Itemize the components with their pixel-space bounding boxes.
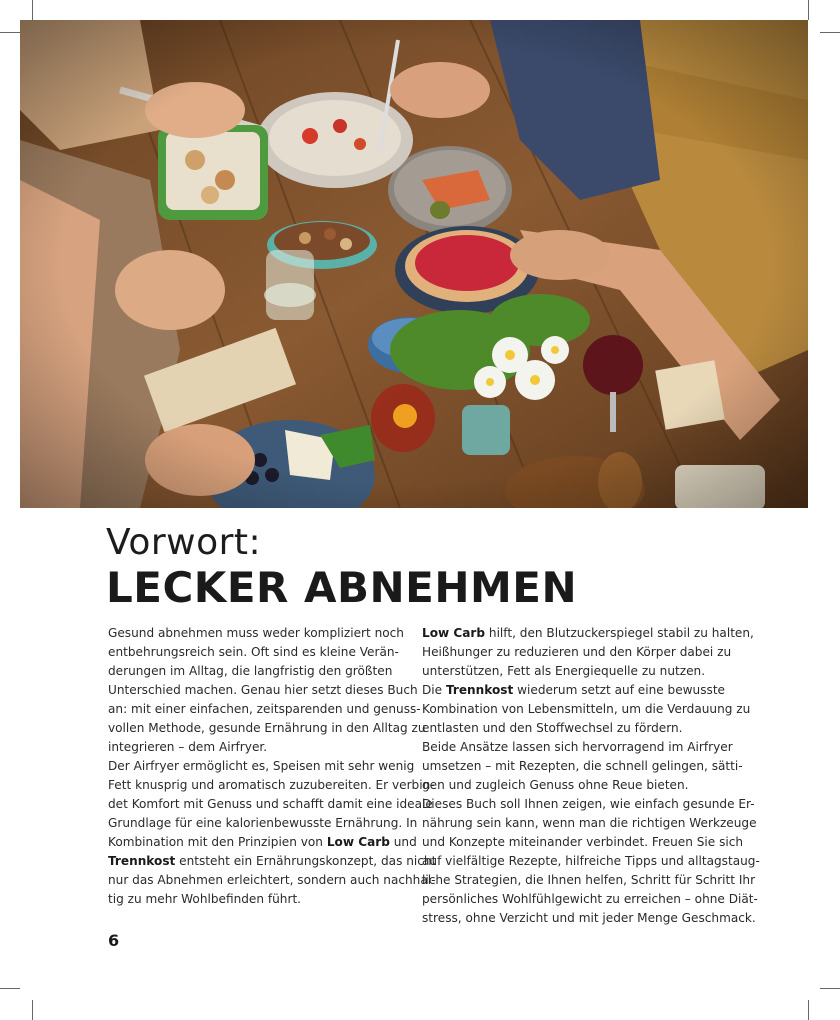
text-line — [422, 757, 743, 776]
text-run: nur das Abnehmen erleichtert, sondern auch nachhal- — [108, 873, 436, 887]
crop-mark — [0, 32, 20, 33]
text-line — [108, 681, 418, 700]
text-run: det Komfort mit Genuss und schafft damit eine ideale — [108, 797, 433, 811]
text-line — [422, 624, 754, 643]
text-run: entbehrungsreich sein. Oft sind es kleine Verän- — [108, 645, 399, 659]
text-run: gen und zugleich Genuss ohne Reue bieten. — [422, 778, 689, 792]
text-run: tig zu mehr Wohlbefinden führt. — [108, 892, 302, 906]
text-line — [108, 890, 408, 909]
text-line — [108, 643, 408, 662]
text-run: Kombination von Lebensmitteln, um die Verdauung zu — [422, 702, 751, 716]
text-run: Fett knusprig und aromatisch zuzubereiten. Er verbin- — [108, 778, 435, 792]
heading-title: LECKER ABNEHMEN — [106, 563, 578, 612]
text-run: wiederum setzt auf eine bewusste — [513, 683, 725, 697]
bold-term: Trennkost — [108, 854, 176, 868]
bold-term: Trennkost — [445, 683, 514, 697]
text-line — [422, 738, 733, 757]
text-run: Heißhunger zu reduzieren und den Körper dabei zu — [422, 645, 732, 659]
crop-mark — [32, 0, 33, 20]
crop-mark — [808, 0, 809, 20]
header-photo — [20, 20, 808, 508]
text-line — [422, 795, 755, 814]
text-line — [422, 852, 760, 871]
text-run: nährung sein kann, wenn man die richtigen Werkzeuge — [422, 816, 757, 830]
text-line — [422, 719, 722, 738]
bold-term: Low Carb — [422, 626, 486, 640]
text-run: Dieses Buch soll Ihnen zeigen, wie einfach gesunde Er- — [422, 797, 755, 811]
text-line — [108, 738, 408, 757]
text-run: umsetzen – mit Rezepten, die schnell gelingen, sätti- — [422, 759, 743, 773]
text-run: vollen Methode, gesunde Ernährung in den Alltag zu — [108, 721, 426, 735]
text-line — [422, 643, 732, 662]
text-run: unterstützen, Fett als Energiequelle zu nutzen. — [422, 664, 706, 678]
crop-mark — [820, 32, 840, 33]
text-run: liche Strategien, die Ihnen helfen, Schritt für Schritt Ihr — [422, 873, 756, 887]
text-run: und — [389, 835, 417, 849]
text-run: Die — [422, 683, 446, 697]
text-line — [422, 909, 756, 928]
text-run: integrieren – dem Airfryer. — [108, 740, 268, 754]
text-run: derungen im Alltag, die langfristig den größten — [108, 664, 393, 678]
text-line — [108, 833, 417, 852]
text-run: auf vielfältige Rezepte, hilfreiche Tipps und alltagstaug- — [422, 854, 760, 868]
text-run: Grundlage für eine kalorienbewusste Ernährung. In — [108, 816, 418, 830]
text-line — [108, 757, 415, 776]
text-run: und Konzepte miteinander verbindet. Freuen Sie sich — [422, 835, 744, 849]
body-column-right — [422, 624, 760, 928]
text-run: entlasten und den Stoffwechsel zu fördern. — [422, 721, 683, 735]
text-run: persönliches Wohlfühlgewicht zu erreichen – ohne Diät- — [422, 892, 758, 906]
crop-mark — [820, 988, 840, 989]
text-line — [108, 776, 435, 795]
text-run: Der Airfryer ermöglicht es, Speisen mit sehr wenig — [108, 759, 415, 773]
text-line — [108, 662, 408, 681]
page-number: 6 — [108, 931, 120, 950]
text-line — [108, 624, 408, 643]
crop-mark — [32, 1000, 33, 1020]
text-line — [422, 681, 725, 700]
text-line — [422, 776, 722, 795]
text-line — [108, 795, 433, 814]
text-run: hilft, den Blutzuckerspiegel stabil zu halten, — [485, 626, 754, 640]
text-run: entsteht ein Ernährungskonzept, das nicht — [175, 854, 437, 868]
text-line — [108, 871, 436, 890]
text-line — [108, 814, 418, 833]
text-line — [422, 833, 744, 852]
crop-mark — [808, 1000, 809, 1020]
text-run: Kombination mit den Prinzipien von — [108, 835, 327, 849]
text-run: an: mit einer einfachen, zeitsparenden und genuss- — [108, 702, 421, 716]
text-run: Beide Ansätze lassen sich hervorragend im Airfryer — [422, 740, 733, 754]
text-line — [108, 719, 426, 738]
text-line — [422, 890, 758, 909]
text-run: stress, ohne Verzicht und mit jeder Menge Geschmack. — [422, 911, 756, 925]
text-line — [422, 814, 757, 833]
dinner-table-illustration — [20, 20, 808, 508]
crop-mark — [0, 988, 20, 989]
heading-prefix: Vorwort: — [106, 522, 262, 563]
text-line — [108, 700, 421, 719]
text-line — [422, 662, 722, 681]
text-line — [422, 871, 756, 890]
text-line — [108, 852, 437, 871]
text-run: Unterschied machen. Genau hier setzt dieses Buch — [108, 683, 418, 697]
text-line — [422, 700, 751, 719]
text-run: Gesund abnehmen muss weder kompliziert noch — [108, 626, 404, 640]
body-column-left — [108, 624, 437, 909]
bold-term: Low Carb — [326, 835, 390, 849]
